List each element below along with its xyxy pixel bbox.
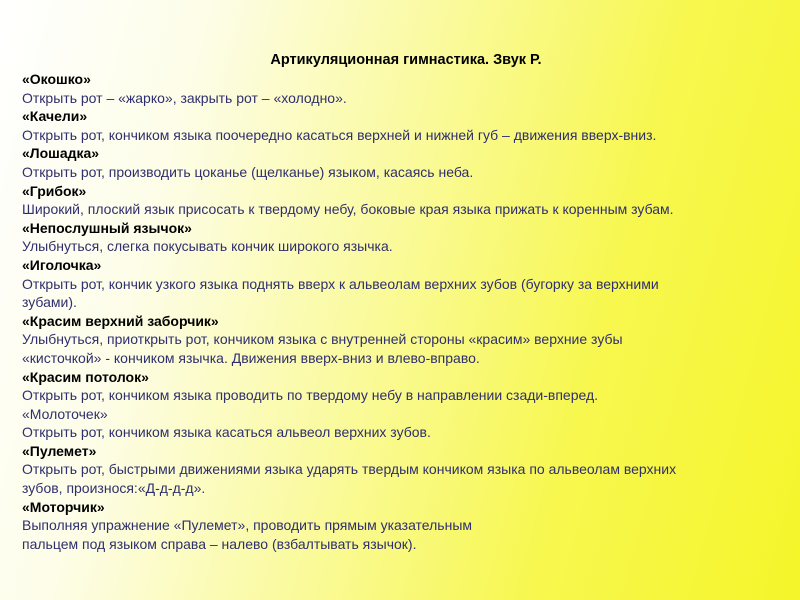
description-line: «кисточкой» - кончиком язычка. Движения вверх-вниз и влево-вправо.	[22, 349, 480, 366]
exercise-heading: «Красим верхний заборчик»	[22, 312, 219, 329]
description-line: Улыбнуться, приоткрыть рот, кончиком языка с внутренней стороны «красим» верхние зубы	[22, 331, 623, 348]
exercise-heading: «Качели»	[22, 108, 88, 125]
exercise-description	[22, 163, 782, 182]
exercise-description	[22, 386, 782, 442]
exercise-heading: «Лошадка»	[22, 145, 100, 162]
exercise-description	[22, 275, 782, 312]
exercise-item	[22, 144, 782, 181]
exercise-heading: «Грибок»	[22, 182, 87, 199]
exercise-description	[22, 200, 782, 219]
description-line: Открыть рот, кончиком языка проводить по твердому небу в направлении сзади-вперед.	[22, 387, 599, 404]
exercise-heading: «Моторчик»	[22, 498, 105, 515]
exercise-description	[22, 330, 782, 367]
exercise-item	[22, 256, 782, 312]
exercise-description	[22, 126, 782, 145]
slide-title: Артикуляционная гимнастика. Звук Р.	[270, 52, 542, 68]
exercise-description	[22, 89, 782, 108]
description-line: зубами).	[22, 294, 77, 311]
exercise-description	[22, 237, 782, 256]
description-line: Выполняя упражнение «Пулемет», проводить прямым указательным	[22, 517, 473, 534]
description-line: Открыть рот, кончик узкого языка поднять вверх к альвеолам верхних зубов (бугорку за верхними	[22, 275, 659, 292]
exercise-item	[22, 219, 782, 256]
exercise-description	[22, 460, 782, 497]
description-line: Широкий, плоский язык присосать к твердому небу, боковые края языка прижать к коренным зубам.	[22, 201, 674, 218]
exercise-heading: «Окошко»	[22, 71, 91, 87]
exercise-heading: «Красим потолок»	[22, 368, 149, 385]
description-line: «Молоточек»	[22, 405, 108, 422]
exercise-item	[22, 70, 782, 107]
description-line: Открыть рот, кончиком языка касаться альвеол верхних зубов.	[22, 424, 431, 441]
description-line: Улыбнуться, слегка покусывать кончик широкого язычка.	[22, 238, 393, 255]
exercise-heading: «Непослушный язычок»	[22, 219, 192, 236]
description-line: Открыть рот – «жарко», закрыть рот – «холодно».	[22, 89, 347, 106]
description-line: зубов, произнося:«Д-д-д-д».	[22, 480, 206, 497]
exercise-list	[22, 70, 782, 553]
exercise-heading: «Иголочка»	[22, 256, 102, 273]
exercise-heading: «Пулемет»	[22, 442, 97, 459]
exercise-item	[22, 182, 782, 219]
exercise-item	[22, 442, 782, 498]
description-line: Открыть рот, производить цоканье (щелканье) языком, касаясь неба.	[22, 163, 474, 180]
exercise-item	[22, 107, 782, 144]
description-line: пальцем под языком справа – налево (взбалтывать язычок).	[22, 535, 417, 552]
exercise-item	[22, 368, 782, 442]
description-line: Открыть рот, кончиком языка поочередно касаться верхней и нижней губ – движения вверх-вниз.	[22, 126, 657, 143]
exercise-item	[22, 498, 782, 554]
description-line: Открыть рот, быстрыми движениями языка ударять твердым кончиком языка по альвеолам верхних	[22, 461, 677, 478]
exercise-item	[22, 312, 782, 368]
exercise-description	[22, 516, 782, 553]
